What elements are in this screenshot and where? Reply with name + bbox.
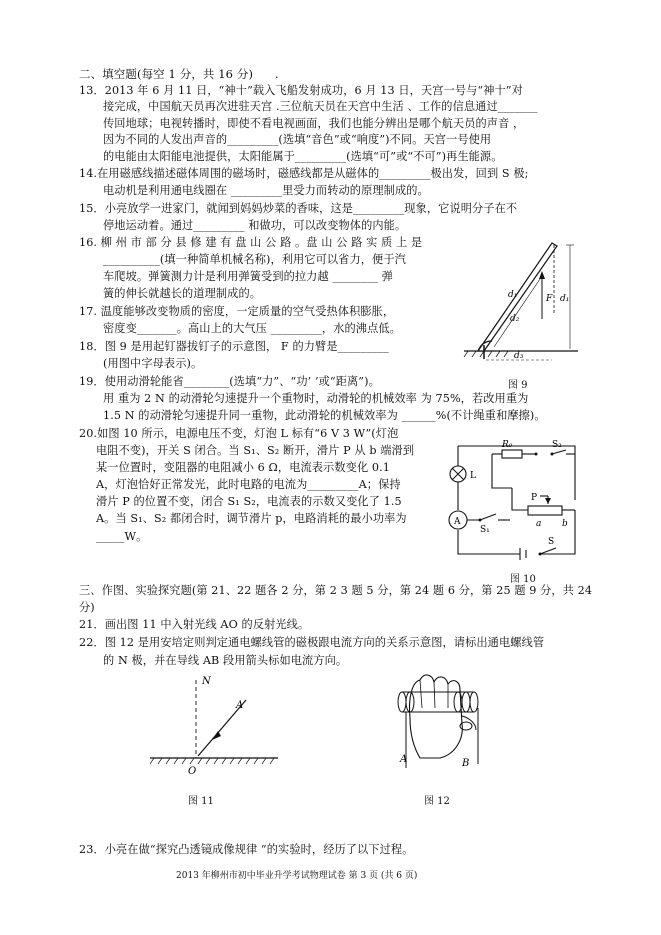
q21-line: 21．画出图 11 中入射光线 AO 的反射光线。 — [79, 618, 310, 631]
fig10-label-a: a — [536, 519, 542, 529]
section3-line-1: 三、作图、实验探究题(第 21、22 题各 2 分，第 2 3 题 5 分，第 24 题 6 分，第 25 题 9 分，共 24 — [79, 584, 593, 597]
section3-line-2: 分) — [79, 601, 95, 614]
q15-line-1: 15．小亮放学一进家门，就闻到妈妈炒菜的香味，这是_________现象，它说明分子在不 — [79, 202, 518, 215]
q13-line-5: 的电能由太阳能电池提供，太阳能属于_________(选填“可”或“不可”)再生能源。 — [103, 150, 503, 163]
figure-9-nail-puller — [462, 235, 580, 363]
fig10-label-S: S — [548, 537, 555, 547]
figure-12-solenoid-hand — [380, 668, 490, 774]
fig11-label-A: A — [236, 700, 244, 711]
q13-line-1: 13．2013 年 6 月 11 日，“神十”载入飞船发射成功，6 月 13 日，天宫一号与“神十”对 — [79, 84, 523, 97]
fig10-label-A: A — [454, 517, 461, 527]
q18-line-1: 18．图 9 是用起钉器拔钉子的示意图， F 的力臂是_________ — [79, 340, 389, 353]
q22-line-2: 的 N 极，并在导线 AB 段用箭头标如电流方向。 — [103, 654, 348, 667]
figure-11-caption: 图 11 — [188, 796, 214, 807]
q16-line-2: __________(填一种简单机械名称)，利用它可以省力，便于汽 — [103, 253, 406, 266]
figure-10-circuit — [440, 436, 590, 568]
q14-line-2: 电动机是利用通电线圈在 _________里受力而转动的原理制成的。 — [103, 184, 429, 197]
q16-line-4: 簧的伸长就越长的道理制成的。 — [103, 287, 262, 300]
q20-line-4: A，灯泡恰好正常发光，此时电路的电流为_________A；保持 — [96, 478, 401, 491]
figure-12-caption: 图 12 — [424, 796, 450, 807]
figure-9-caption: 图 9 — [508, 380, 528, 391]
page-footer: 2013 年柳州市初中毕业升学考试物理试卷 第 3 页 (共 6 页) — [176, 871, 418, 881]
q20-line-5: 滑片 P 的位置不变，闭合 S₁ S₂，电流表的示数又变化了 1.5 — [96, 495, 402, 508]
fig9-label-d2: d₂ — [510, 314, 520, 324]
fig10-label-S2: S₂ — [552, 440, 562, 450]
q15-line-2: 停地运动着。通过_________ 和做功，可以改变物体的内能。 — [103, 219, 407, 232]
fig10-label-R0: R₀ — [502, 440, 513, 450]
q18-line-2: (用图中字母表示)。 — [103, 357, 203, 370]
section-heading — [79, 66, 279, 82]
fig11-label-O: O — [188, 766, 197, 777]
fig9-label-d1-vertical: d₁ — [560, 294, 570, 304]
q20-line-6: A。当 S₁、S₂ 都闭合时，调节滑片 p，电路消耗的最小功率为 — [96, 512, 407, 525]
q22-line-1: 22．图 12 是用安培定则判定通电螺线管的磁极跟电流方向的关系示意图，请标出通电螺线管 — [79, 636, 545, 649]
q14-line-1: 14.在用磁感线描述磁体周围的磁场时，磁感线都是从磁体的_________极出发，回到 S 极; — [79, 167, 529, 180]
fig9-label-d3: d₃ — [514, 351, 524, 361]
fig10-label-b: b — [562, 519, 568, 529]
q13-line-2: 接完成，中国航天员再次进驻天宫 .三位航天员在天宫中生活 、工作的信息通过_______ — [103, 100, 538, 113]
q16-line-1: 16. 柳 州 市 部 分 县 修 建 有 盘 山 公 路 。盘 山 公 路 实 质 上 是 — [79, 236, 423, 249]
q19-line-1: 19．使用动滑轮能省________(选填“力”、“功’ ’或“距离”)。 — [79, 375, 380, 388]
figure-10-caption: 图 10 — [510, 574, 536, 585]
figure-11-reflection — [150, 670, 280, 780]
q13-line-3: 传回地球；电视转播时，即使不看电视画面，我们也能分辨出是哪个航天员的声音 ， — [103, 117, 525, 130]
fig12-label-B: B — [462, 758, 470, 769]
q19-line-3: 1.5 N 的动滑轮匀速提升同一重物，此动滑轮的机械效率为 ______%(不计绳重和摩擦)。 — [103, 409, 546, 422]
fig9-label-d1: d₁ — [508, 290, 518, 300]
q20-line-3: 某一位置时，变阻器的电阻减小 6 Ω，电流表示数变化 0.1 — [96, 461, 390, 474]
q20-line-2: 电阻不变)，开关 S 闭合。当 S₁、S₂ 断开，滑片 P 从 b 端滑到 — [96, 444, 415, 457]
fig10-label-S1: S₁ — [480, 525, 490, 535]
q23-line: 23．小亮在做“探究凸透镜成像规律 ”的实验时，经历了以下过程。 — [79, 843, 414, 856]
q20-line-1: 20.如图 10 所示，电源电压不变，灯泡 L 标有“6 V 3 W”(灯泡 — [79, 427, 399, 440]
q13-line-4: 因为不同的人发出声音的_________(选填“音色”或“响度”)不同。天宫一号使用 — [103, 133, 492, 146]
section-title: 二、填空题(每空 1 分，共 16 分) — [79, 67, 254, 81]
q17-line-2: 密度变_______。高山上的大气压 _________，水的沸点低。 — [103, 322, 401, 335]
q17-line-1: 17. 温度能够改变物质的密度，一定质量的空气受热体积膨胀， — [79, 305, 395, 318]
q19-line-2: 用 重为 2 N 的动滑轮匀速提升一个重物时，动滑轮的机械效率 为 75%，若改用重为 — [103, 392, 529, 405]
fig10-label-P: P — [531, 493, 538, 503]
q20-line-7: _____W。 — [96, 530, 148, 543]
fig11-label-N: N — [202, 676, 211, 687]
q16-line-3: 车爬坡。弹簧测力计是利用弹簧受到的拉力越 ________ 弹 — [103, 270, 393, 283]
fig10-label-L: L — [470, 471, 476, 481]
fig12-label-A: A — [400, 754, 408, 765]
section-mark: . — [274, 67, 279, 81]
fig9-label-F: F — [546, 294, 553, 304]
